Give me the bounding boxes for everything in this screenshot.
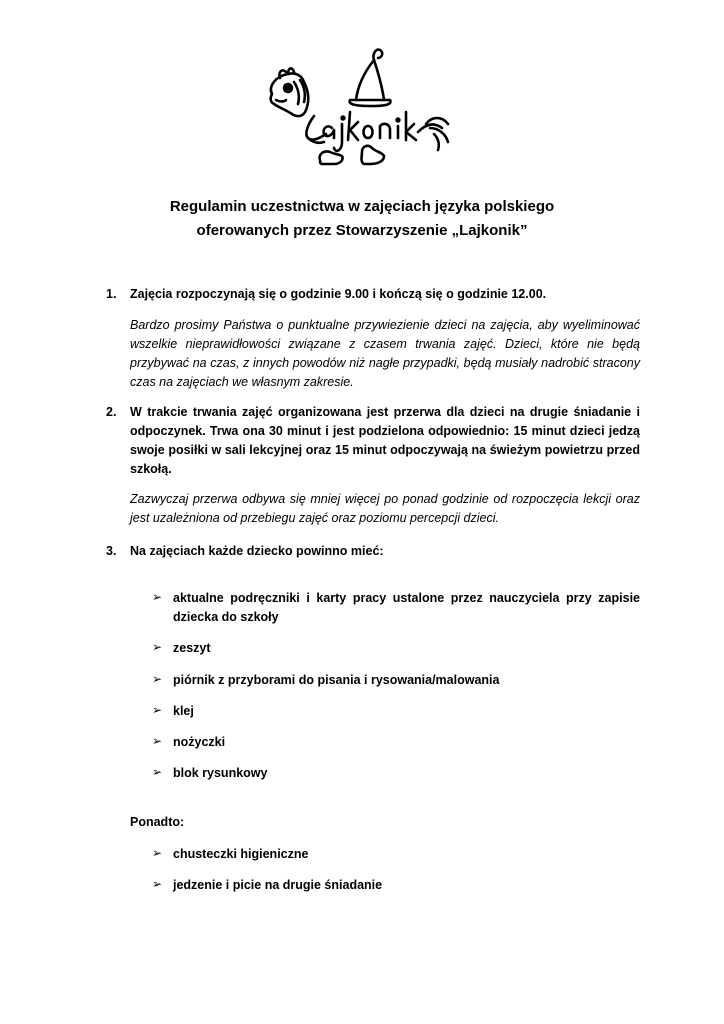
document-title-line-1: Regulamin uczestnictwa w zajęciach języka polskiego [169, 198, 555, 215]
bullet-arrow-icon: ➢ [152, 590, 163, 604]
bullet-arrow-icon: ➢ [152, 640, 163, 654]
list-item: aktualne podręczniki i karty pracy ustalone przez nauczyciela przy zapisie dziecka do szkoły [173, 591, 640, 624]
list-item: chusteczki higieniczne [173, 847, 309, 861]
bullet-arrow-icon: ➢ [152, 734, 163, 748]
section-1-number: 1. [106, 287, 117, 301]
section-2-heading: W trakcie trwania zajęć organizowana jest przerwa dla dzieci na drugie śniadanie i odpoczynek. Trwa ona 30 minut i jest podzielona odpowiednio: 15 minut dzieci jedzą swoje posiłki w sali lekcyjnej oraz 15 minut odpoczywają na świeżym powietrzu przed szkołą. [130, 405, 640, 476]
bullet-arrow-icon: ➢ [152, 765, 163, 779]
section-2-note: Zazwyczaj przerwa odbywa się mniej więcej po ponad godzinie od rozpoczęcia lekcji oraz jest uzależniona od przebiegu zajęć oraz poziomu percepcji dzieci. [130, 492, 640, 525]
section-1-note: Bardzo prosimy Państwa o punktualne przywiezienie dzieci na zajęcia, aby wyeliminować wszelkie nieprawidłowości związane z czasem trwania zajęć. Dzieci, które nie będą przybywać na czas, z innych powodów niż nagłe przypadki, będą musiały nadrobić stracony czas na zajęciach we własnym zakresie. [130, 318, 640, 389]
bullet-arrow-icon: ➢ [152, 877, 163, 891]
horse-head-icon [271, 68, 308, 116]
tail-icon [418, 118, 448, 150]
bullet-arrow-icon: ➢ [152, 703, 163, 717]
bullet-arrow-icon: ➢ [152, 846, 163, 860]
bullet-arrow-icon: ➢ [152, 672, 163, 686]
list-item: jedzenie i picie na drugie śniadanie [173, 878, 383, 892]
section-3-number: 3. [106, 544, 117, 558]
section-2-number: 2. [106, 405, 117, 419]
lajkonik-script [306, 112, 416, 151]
section-1-heading: Zajęcia rozpoczynają się o godzinie 9.00 i kończą się o godzinie 12.00. [130, 287, 547, 301]
document-title-line-2: oferowanych przez Stowarzyszenie „Lajkonik” [196, 222, 528, 239]
section-3-heading: Na zajęciach każde dziecko powinno mieć: [130, 544, 384, 558]
hat-icon [350, 50, 391, 106]
list-item: klej [173, 704, 194, 718]
lajkonik-logo [258, 42, 458, 174]
additional-label: Ponadto: [130, 815, 185, 829]
list-item: piórnik z przyborami do pisania i rysowania/malowania [173, 673, 500, 687]
list-item: blok rysunkowy [173, 766, 268, 780]
list-item: nożyczki [173, 735, 226, 749]
shoes-icon [320, 146, 384, 164]
list-item: zeszyt [173, 641, 211, 655]
